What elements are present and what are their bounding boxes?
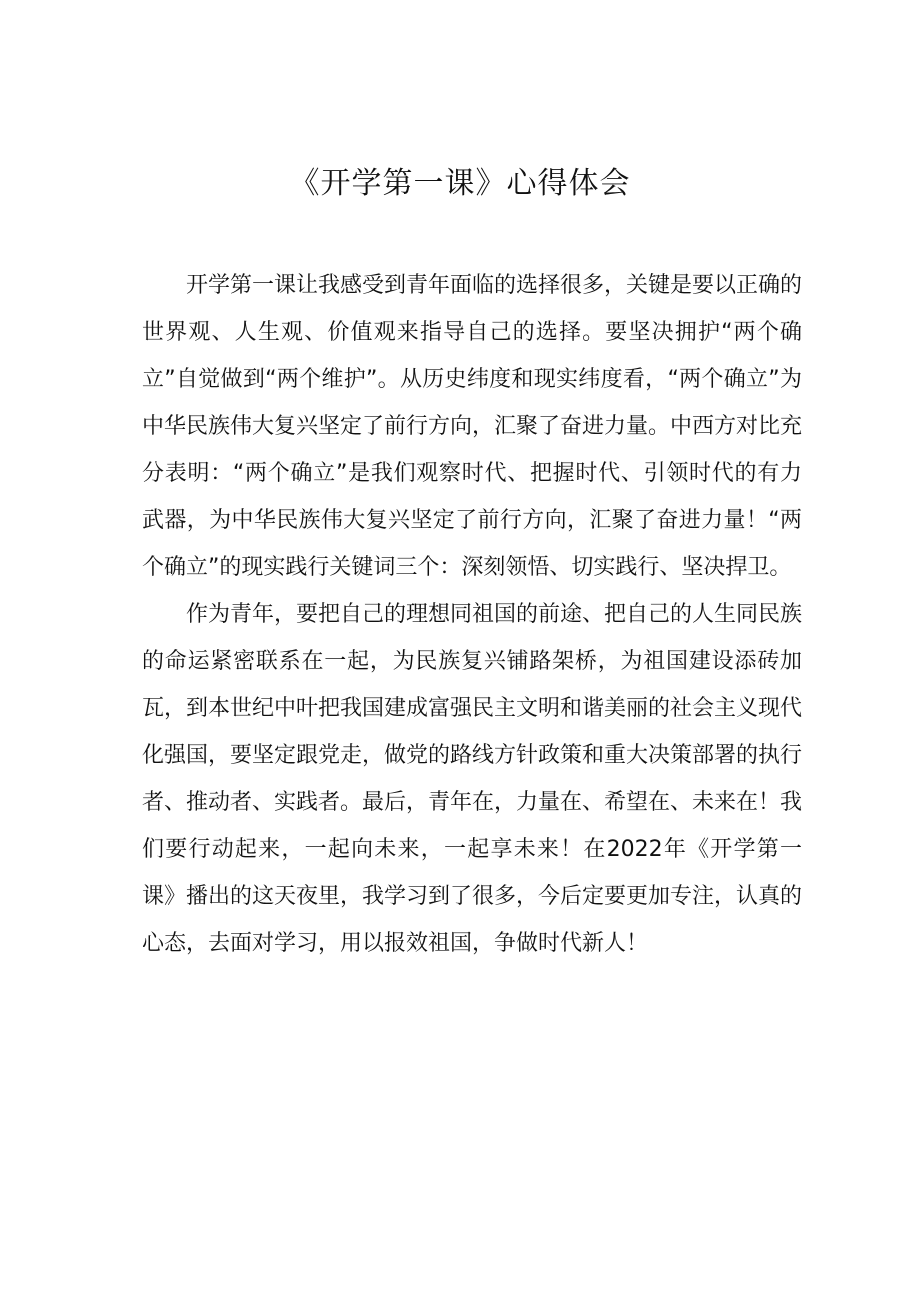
paragraph-1: 开学第一课让我感受到青年面临的选择很多，关键是要以正确的世界观、人生观、价值观来指导自己的选择。要坚决拥护“两个确立”自觉做到“两个维护”。从历史纬度和现实纬度看，“两个确立”为中华民族伟大复兴坚定了前行方向，汇聚了奋进力量。中西方对比充分表明：“两个确立”是我们观察时代、把握时代、引领时代的有力武器，为中华民族伟大复兴坚定了前行方向，汇聚了奋进力量！“两个确立”的现实践行关键词三个：深刻领悟、切实践行、坚决捍卫。 bbox=[142, 273, 803, 580]
document-title: 《开学第一课》心得体会 bbox=[289, 166, 631, 201]
paragraph-2: 作为青年，要把自己的理想同祖国的前途、把自己的人生同民族的命运紧密联系在一起，为民族复兴铺路架桥，为祖国建设添砖加瓦，到本世纪中叶把我国建成富强民主文明和谐美丽的社会主义现代化强国，要坚定跟党走，做党的路线方针政策和重大决策部署的执行者、推动者、实践者。最后，青年在，力量在、希望在、未来在！我们要行动起来，一起向未来，一起享未来！在2022年《开学第一课》播出的这天夜里，我学习到了很多，今后定要更加专注，认真的心态，去面对学习，用以报效祖国，争做时代新人！ bbox=[142, 602, 803, 956]
document-body bbox=[142, 262, 802, 967]
